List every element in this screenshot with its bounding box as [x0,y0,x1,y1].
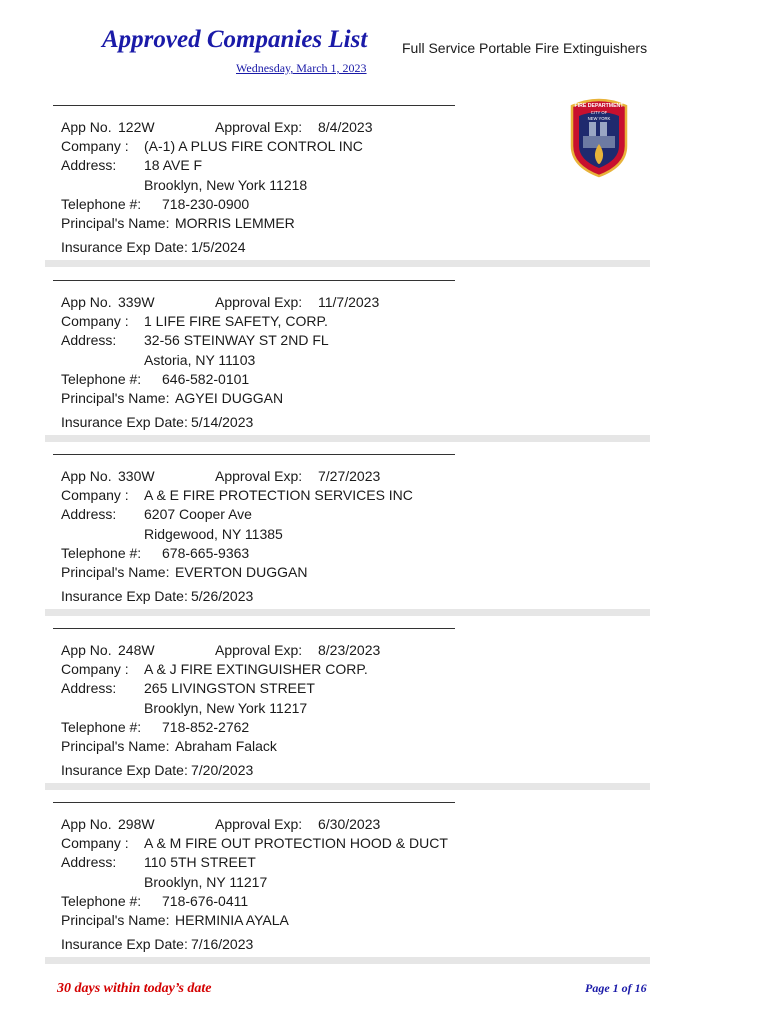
app-number: 122W [118,119,155,135]
insurance-date: 7/16/2023 [191,936,254,952]
telephone-label: Telephone #: [61,893,142,909]
app-label: App No. [61,294,112,310]
badge-text-2: CITY OF [590,110,608,115]
insurance-label: Insurance Exp Date: [61,762,188,778]
insurance-label: Insurance Exp Date: [61,936,188,952]
insurance-date: 5/26/2023 [191,588,254,604]
address-line-1: 18 AVE F [144,157,203,173]
telephone-label: Telephone #: [61,719,142,735]
telephone-number: 718-852-2762 [162,719,250,735]
address-line-2: Brooklyn, New York 11217 [144,700,308,716]
record-divider [53,802,455,803]
company-name: 1 LIFE FIRE SAFETY, CORP. [144,313,328,329]
record-shade-bar [45,609,650,616]
insurance-label: Insurance Exp Date: [61,239,188,255]
principal-name: AGYEI DUGGAN [175,390,284,406]
app-label: App No. [61,816,112,832]
principal-name: EVERTON DUGGAN [175,564,308,580]
company-label: Company : [61,138,129,154]
company-record [0,454,770,624]
app-label: App No. [61,468,112,484]
address-label: Address: [61,157,117,173]
address-line-1: 110 5TH STREET [144,854,256,870]
address-line-1: 265 LIVINGSTON STREET [144,680,315,696]
telephone-number: 678-665-9363 [162,545,250,561]
telephone-number: 646-582-0101 [162,371,250,387]
telephone-label: Telephone #: [61,196,142,212]
company-label: Company : [61,835,129,851]
footer-note: 30 days within today’s date [57,981,212,996]
approval-exp: 8/4/2023 [318,119,373,135]
address-label: Address: [61,506,117,522]
company-name: A & M FIRE OUT PROTECTION HOOD & DUCT [144,835,448,851]
principal-label: Principal's Name: [61,912,170,928]
approval-exp: 6/30/2023 [318,816,381,832]
insurance-label: Insurance Exp Date: [61,588,188,604]
page-number: Page 1 of 16 [585,981,647,995]
address-line-2: Brooklyn, New York 11218 [144,177,308,193]
record-shade-bar [45,957,650,964]
principal-label: Principal's Name: [61,564,170,580]
company-record [0,628,770,798]
address-line-2: Astoria, NY 11103 [144,352,256,368]
address-label: Address: [61,680,117,696]
telephone-number: 718-676-0411 [162,893,249,909]
company-name: A & J FIRE EXTINGUISHER CORP. [144,661,368,677]
record-divider [53,454,455,455]
telephone-number: 718-230-0900 [162,196,250,212]
address-label: Address: [61,332,117,348]
approval-exp: 11/7/2023 [318,294,380,310]
app-number: 339W [118,294,155,310]
app-label: App No. [61,119,112,135]
address-label: Address: [61,854,117,870]
approval-label: Approval Exp: [215,816,303,832]
badge-text-3: NEW YORK [587,116,611,121]
company-label: Company : [61,661,129,677]
approval-exp: 8/23/2023 [318,642,381,658]
record-shade-bar [45,260,650,267]
report-date: Wednesday, March 1, 2023 [236,61,367,75]
app-number: 248W [118,642,155,658]
page-subtitle: Full Service Portable Fire Extinguishers [402,40,648,56]
record-shade-bar [45,783,650,790]
company-label: Company : [61,487,129,503]
principal-name: MORRIS LEMMER [175,215,295,231]
address-line-2: Brooklyn, NY 11217 [144,874,268,890]
company-name: (A-1) A PLUS FIRE CONTROL INC [144,138,363,154]
badge-text-1: FIRE DEPARTMENT [574,103,624,109]
telephone-label: Telephone #: [61,371,142,387]
approval-label: Approval Exp: [215,119,303,135]
approval-exp: 7/27/2023 [318,468,381,484]
insurance-date: 5/14/2023 [191,414,254,430]
record-divider [53,628,455,629]
principal-label: Principal's Name: [61,215,170,231]
address-line-2: Ridgewood, NY 11385 [144,526,283,542]
principal-label: Principal's Name: [61,738,170,754]
app-label: App No. [61,642,112,658]
page-title: Approved Companies List [102,26,368,53]
company-record [0,802,770,972]
insurance-label: Insurance Exp Date: [61,414,188,430]
company-record [0,280,770,450]
company-name: A & E FIRE PROTECTION SERVICES INC [144,487,413,503]
address-line-1: 32-56 STEINWAY ST 2ND FL [144,332,329,348]
record-divider [53,280,455,281]
principal-name: HERMINIA AYALA [175,912,289,928]
app-number: 298W [118,816,155,832]
record-divider [53,105,455,106]
insurance-date: 7/20/2023 [191,762,254,778]
record-shade-bar [45,435,650,442]
approval-label: Approval Exp: [215,642,303,658]
company-label: Company : [61,313,129,329]
principal-name: Abraham Falack [175,738,277,754]
address-line-1: 6207 Cooper Ave [144,506,252,522]
principal-label: Principal's Name: [61,390,170,406]
app-number: 330W [118,468,155,484]
approval-label: Approval Exp: [215,468,303,484]
approval-label: Approval Exp: [215,294,303,310]
company-record [0,105,770,275]
telephone-label: Telephone #: [61,545,142,561]
insurance-date: 1/5/2024 [191,239,246,255]
